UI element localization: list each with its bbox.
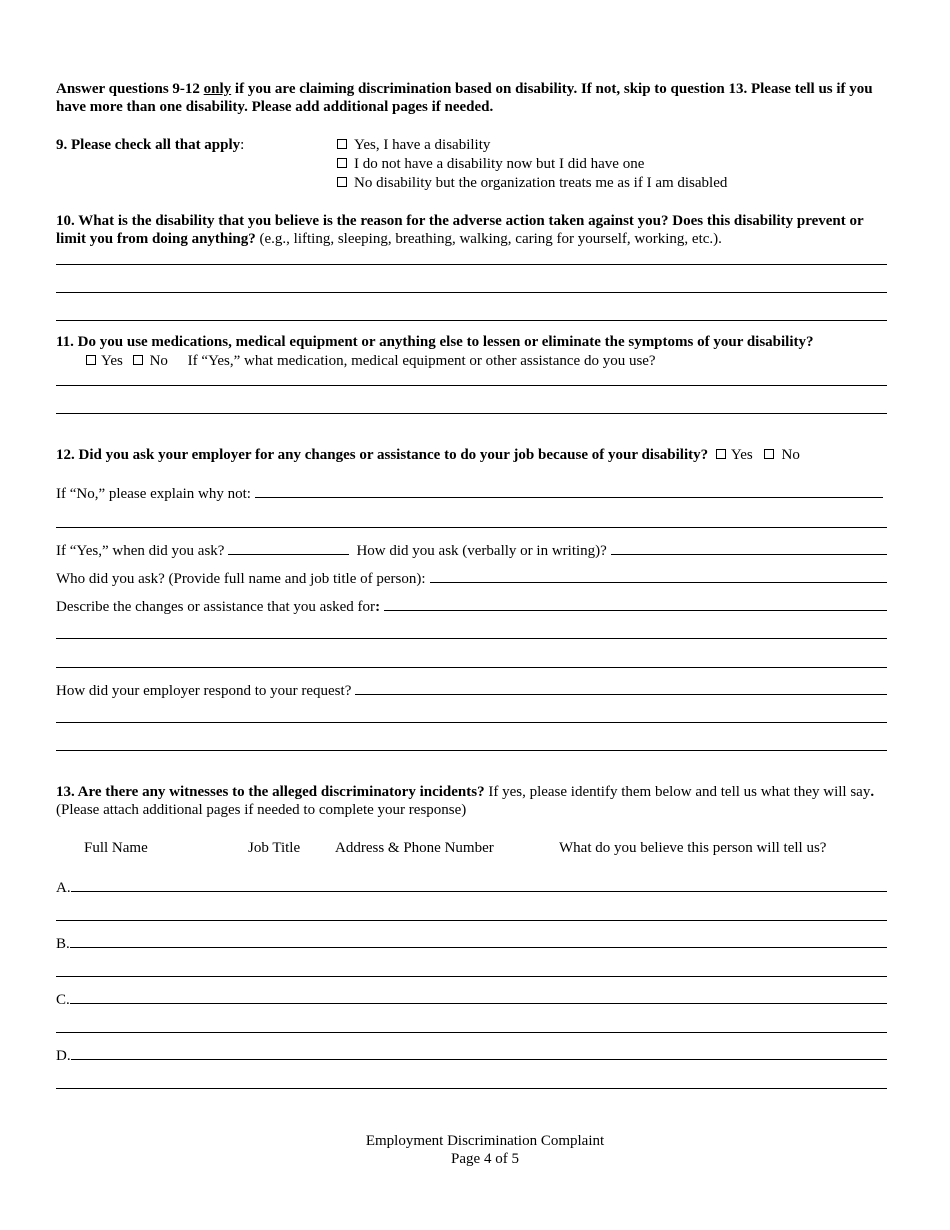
how-asked-answer-line[interactable] xyxy=(611,540,887,555)
witness-row-c xyxy=(56,989,887,1009)
answer-line[interactable] xyxy=(56,667,887,668)
question-10-text: 10. What is the disability that you believe is the reason for the adverse action taken against you? Does this disability prevent or limit you from doing anything? xyxy=(56,213,864,247)
question-10-examples: (e.g., lifting, sleeping, breathing, walking, caring for yourself, working, etc.). xyxy=(255,231,722,247)
when-asked-label: If “Yes,” when did you ask? xyxy=(56,543,225,559)
answer-line[interactable] xyxy=(56,413,887,414)
answer-line[interactable] xyxy=(56,320,887,321)
answer-line[interactable] xyxy=(56,722,887,723)
question-11-followup: If “Yes,” what medication, medical equipment or other assistance do you use? xyxy=(187,353,656,369)
yes-label: Yes xyxy=(101,353,123,369)
option-label: Yes, I have a disability xyxy=(354,137,491,153)
checkbox[interactable] xyxy=(337,139,347,149)
disability-instructions xyxy=(56,80,887,116)
describe-label: Describe the changes or assistance that you asked for xyxy=(56,599,376,615)
checkbox[interactable] xyxy=(133,355,143,365)
when-asked-answer-line[interactable] xyxy=(228,541,349,555)
if-no-label: If “No,” please explain why not: xyxy=(56,486,251,502)
describe-answer-line[interactable] xyxy=(384,596,887,611)
question-12-text: 12. Did you ask your employer for any changes or assistance to do your job because of your disability? xyxy=(56,447,709,463)
who-asked-answer-line[interactable] xyxy=(430,568,888,583)
q11-yes-option[interactable] xyxy=(86,353,123,369)
question-13 xyxy=(56,783,887,819)
witness-column-full-name: Full Name xyxy=(84,840,148,856)
q9-option-3[interactable] xyxy=(337,174,727,192)
question-13-text: 13. Are there any witnesses to the alleged discriminatory incidents? xyxy=(56,784,485,800)
answer-line[interactable] xyxy=(56,638,887,639)
witness-answer-line[interactable] xyxy=(71,877,887,892)
witness-column-testimony: What do you believe this person will tell us? xyxy=(559,840,827,856)
question-9-label xyxy=(56,136,244,154)
question-10 xyxy=(56,212,887,248)
if-no-answer-line[interactable] xyxy=(255,483,883,498)
witness-column-job-title: Job Title xyxy=(248,840,301,856)
instructions-emphasis: only xyxy=(203,81,232,97)
employer-response-answer-line[interactable] xyxy=(355,680,887,695)
no-label: No xyxy=(149,353,168,369)
answer-line[interactable] xyxy=(56,1088,887,1089)
witness-row-label: D. xyxy=(56,1048,71,1064)
footer-page-number: Page 4 of 5 xyxy=(451,1151,519,1167)
witness-row-d xyxy=(56,1045,887,1065)
question-13-instruction: If yes, please identify them below and tell us what they will say xyxy=(484,784,871,800)
checkbox[interactable] xyxy=(337,177,347,187)
checkbox[interactable] xyxy=(337,158,347,168)
witness-answer-line[interactable] xyxy=(71,1045,887,1060)
witness-answer-line[interactable] xyxy=(70,989,887,1004)
question-11-text: 11. Do you use medications, medical equipment or anything else to lessen or eliminate the symptoms of your disability? xyxy=(56,334,814,350)
how-asked-label: How did you ask (verbally or in writing)? xyxy=(356,543,607,559)
witness-row-a xyxy=(56,877,887,897)
question-9-text: 9. Please check all that apply xyxy=(56,137,241,153)
yes-label: Yes xyxy=(730,447,753,463)
if-no-explain-row xyxy=(56,483,883,503)
answer-line[interactable] xyxy=(56,976,887,977)
witness-row-label: A. xyxy=(56,880,71,896)
question-13-note: (Please attach additional pages if needed to complete your response) xyxy=(56,802,467,818)
checkbox[interactable] xyxy=(86,355,96,365)
who-asked-row xyxy=(56,568,887,588)
describe-row xyxy=(56,596,887,616)
witness-column-address-phone: Address & Phone Number xyxy=(335,840,494,856)
if-yes-when-row xyxy=(56,540,887,560)
answer-line[interactable] xyxy=(56,264,887,265)
instructions-part2: if you are claiming discrimination based on disability. If not, skip to question 13. Please tell us if you have more than one disability. Please add additional pages if needed. xyxy=(56,81,873,115)
question-9-colon: : xyxy=(240,137,245,153)
question-11 xyxy=(56,333,814,351)
answer-line[interactable] xyxy=(56,750,887,751)
answer-line[interactable] xyxy=(56,385,887,386)
answer-line[interactable] xyxy=(56,1032,887,1033)
employer-response-row xyxy=(56,680,887,700)
checkbox[interactable] xyxy=(764,449,774,459)
option-label: I do not have a disability now but I did have one xyxy=(354,156,645,172)
who-asked-label: Who did you ask? (Provide full name and job title of person): xyxy=(56,571,426,587)
footer-title: Employment Discrimination Complaint xyxy=(365,1133,605,1149)
witness-answer-line[interactable] xyxy=(70,933,887,948)
describe-colon: : xyxy=(375,599,381,615)
q9-option-1[interactable] xyxy=(337,136,490,154)
witness-row-label: C. xyxy=(56,992,70,1008)
question-11-choices xyxy=(86,352,656,370)
option-label: No disability but the organization treats me as if I am disabled xyxy=(354,175,728,191)
q11-no-option[interactable] xyxy=(133,353,168,369)
answer-line[interactable] xyxy=(56,527,887,528)
no-label: No xyxy=(781,447,800,463)
witness-row-b xyxy=(56,933,887,953)
witness-row-label: B. xyxy=(56,936,70,952)
instructions-part1: Answer questions 9-12 xyxy=(56,81,204,97)
checkbox[interactable] xyxy=(716,449,726,459)
q12-yes-option[interactable] xyxy=(716,447,753,463)
q9-option-2[interactable] xyxy=(337,155,644,173)
employer-response-label: How did your employer respond to your request? xyxy=(56,683,352,699)
question-12 xyxy=(56,446,800,464)
question-13-period: . xyxy=(870,784,875,800)
answer-line[interactable] xyxy=(56,920,887,921)
answer-line[interactable] xyxy=(56,292,887,293)
q12-no-option[interactable] xyxy=(764,447,799,463)
